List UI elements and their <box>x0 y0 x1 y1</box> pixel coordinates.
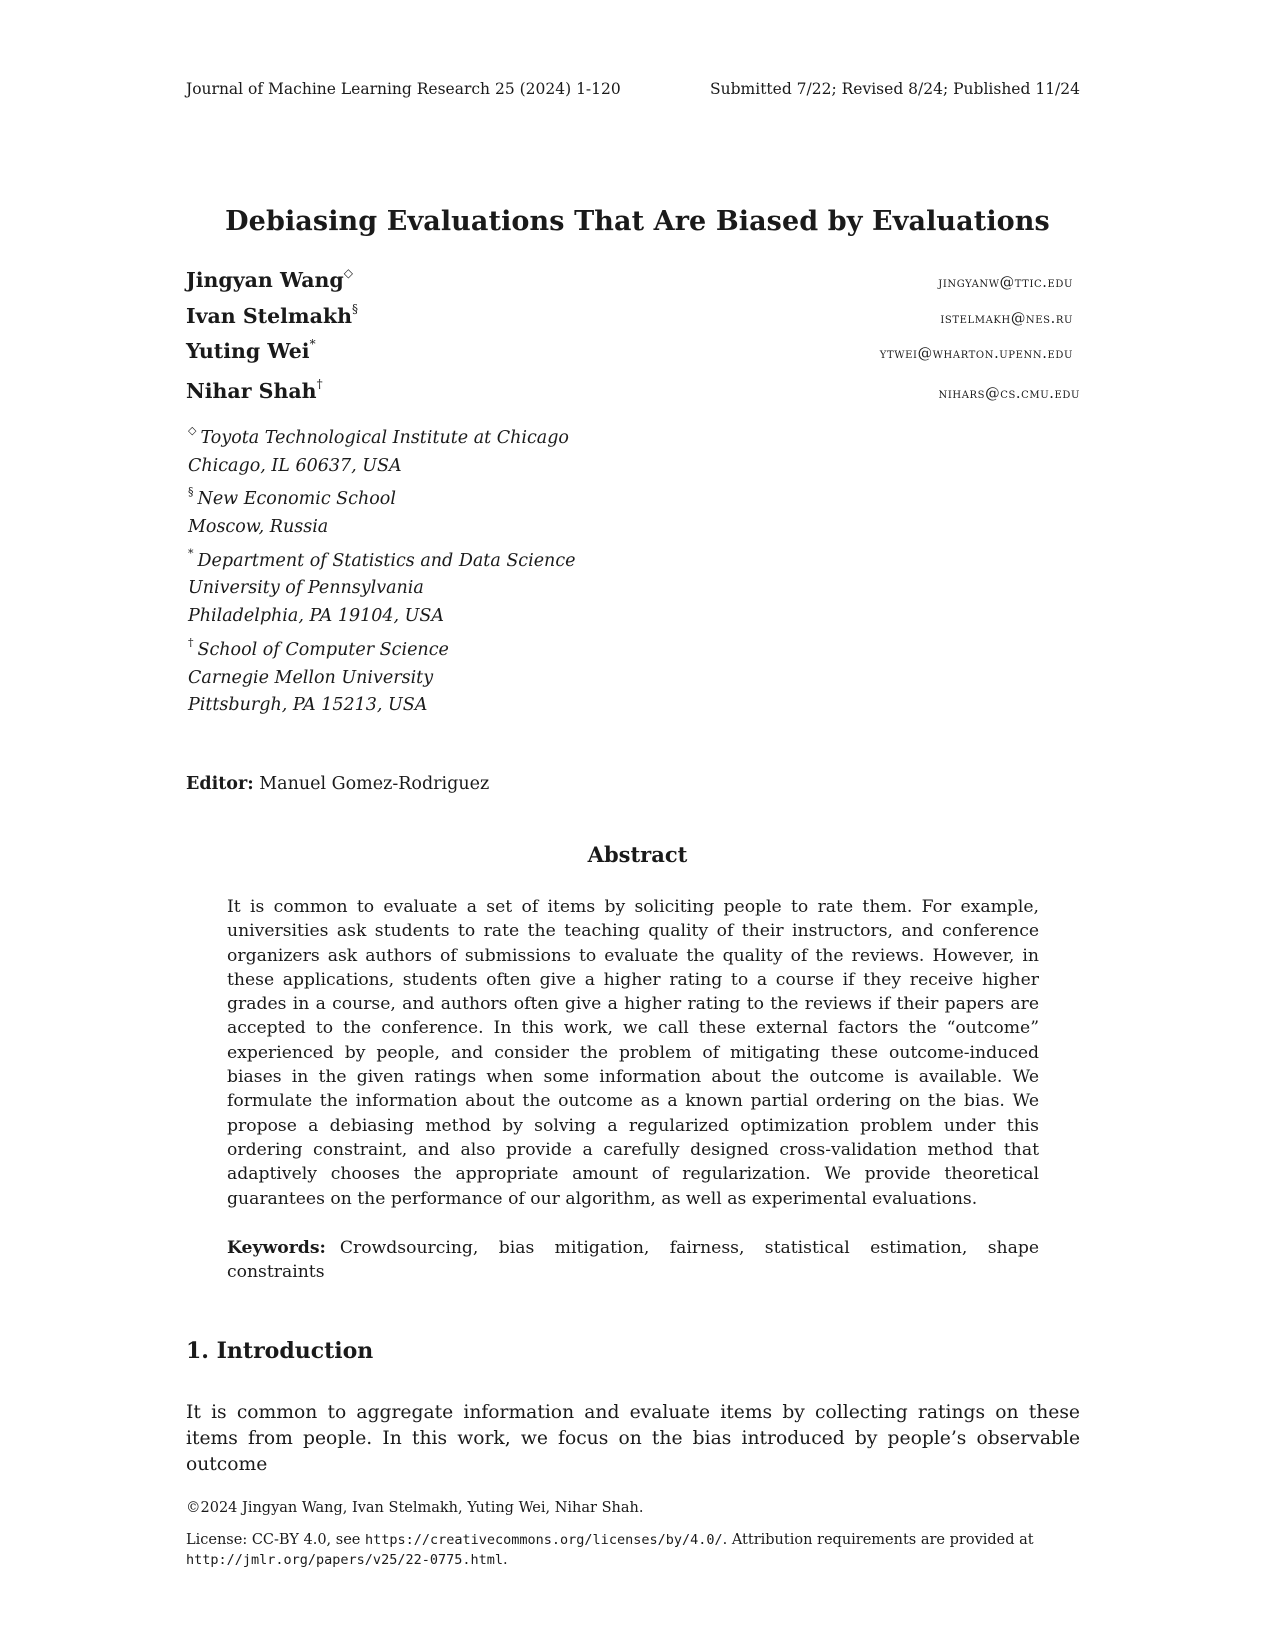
running-head <box>186 80 1080 98</box>
paper-title: Debiasing Evaluations That Are Biased by Evaluations <box>225 206 1050 237</box>
affiliation-line: § New Economic School <box>188 485 396 510</box>
editor-label: Editor: <box>186 774 254 794</box>
abstract-text: It is common to evaluate a set of items by soliciting people to rate them. For example, universities ask students to rate the teaching quality of their instructors, and conference organizers ask authors of submissions to evaluate the quality of the reviews. However, in these applications, students often give a higher rating to a course if they receive higher grades in a course, and authors often give a higher rating to the reviews if their papers are accepted to the conference. In this work, we call these external factors the “outcome” experienced by people, and consider the problem of mitigating these outcome-induced biases in the given ratings when some information about the outcome is available. We formulate the information about the outcome as a known partial ordering on the bias. We propose a debiasing method by solving a regularized optimization problem under this ordering constraint, and also provide a carefully designed cross-validation method that adaptively chooses the appropriate amount of regularization. We provide theoretical guarantees on the performance of our algorithm, as well as experimental evaluations. <box>227 897 1039 1209</box>
author-row <box>186 339 1080 363</box>
editor-line <box>186 774 489 794</box>
author-row <box>186 379 1080 403</box>
section-heading: 1. Introduction <box>186 1338 374 1364</box>
author-email[interactable]: ytwei@wharton.upenn.edu <box>879 346 1073 362</box>
introduction-text: It is common to aggregate information and evaluate items by collecting ratings on these items from people. In this work, we focus on the bias introduced by people’s observable outcome <box>186 1402 1080 1475</box>
license-notice: License: CC-BY 4.0, see https://creativecommons.org/licenses/by/4.0/. Attribution requirements are provided at http://jmlr.org/papers/v25/22-0775.html. <box>186 1532 1034 1568</box>
author-email[interactable]: nihars@cs.cmu.edu <box>938 386 1080 402</box>
author-row <box>186 304 1080 328</box>
author-email[interactable]: istelmakh@nes.ru <box>940 311 1073 327</box>
author-name: Jingyan Wang◇ <box>186 266 353 292</box>
affiliation-line: University of Pennsylvania <box>188 578 424 599</box>
keywords-label: Keywords: <box>227 1238 326 1258</box>
author-name: Nihar Shah† <box>186 377 323 403</box>
affiliation-line: Philadelphia, PA 19104, USA <box>188 606 444 627</box>
keywords-text: Crowdsourcing, bias mitigation, fairness, statistical estimation, shape constraints <box>227 1238 1039 1283</box>
keywords <box>227 1236 1039 1285</box>
author-name: Ivan Stelmakh§ <box>186 302 359 328</box>
affiliation-line: ◇ Toyota Technological Institute at Chicago <box>188 424 569 448</box>
affiliation-line: Pittsburgh, PA 15213, USA <box>188 695 428 716</box>
affiliation-line: Moscow, Russia <box>188 517 329 538</box>
affiliation-line: Chicago, IL 60637, USA <box>188 455 402 476</box>
affiliation-line: Carnegie Mellon University <box>188 667 434 688</box>
license-url-link[interactable]: https://creativecommons.org/licenses/by/4.0/ <box>364 1532 723 1548</box>
author-email[interactable]: jingyanw@ttic.edu <box>938 275 1073 291</box>
author-row <box>186 268 1080 292</box>
affiliation-line: * Department of Statistics and Data Science <box>188 546 576 571</box>
affiliations <box>188 419 576 720</box>
affiliation-line: † School of Computer Science <box>188 636 449 660</box>
paper-url-link[interactable]: http://jmlr.org/papers/v25/22-0775.html <box>186 1552 503 1568</box>
abstract-heading: Abstract <box>587 842 688 867</box>
editor-name: Manuel Gomez-Rodriguez <box>259 774 490 794</box>
author-name: Yuting Wei* <box>186 337 316 363</box>
copyright-notice: ©2024 Jingyan Wang, Ivan Stelmakh, Yuting Wei, Nihar Shah. <box>186 1500 644 1516</box>
submission-dates: Submitted 7/22; Revised 8/24; Published 11/24 <box>710 80 1080 98</box>
journal-citation: Journal of Machine Learning Research 25 (2024) 1-120 <box>186 80 621 98</box>
